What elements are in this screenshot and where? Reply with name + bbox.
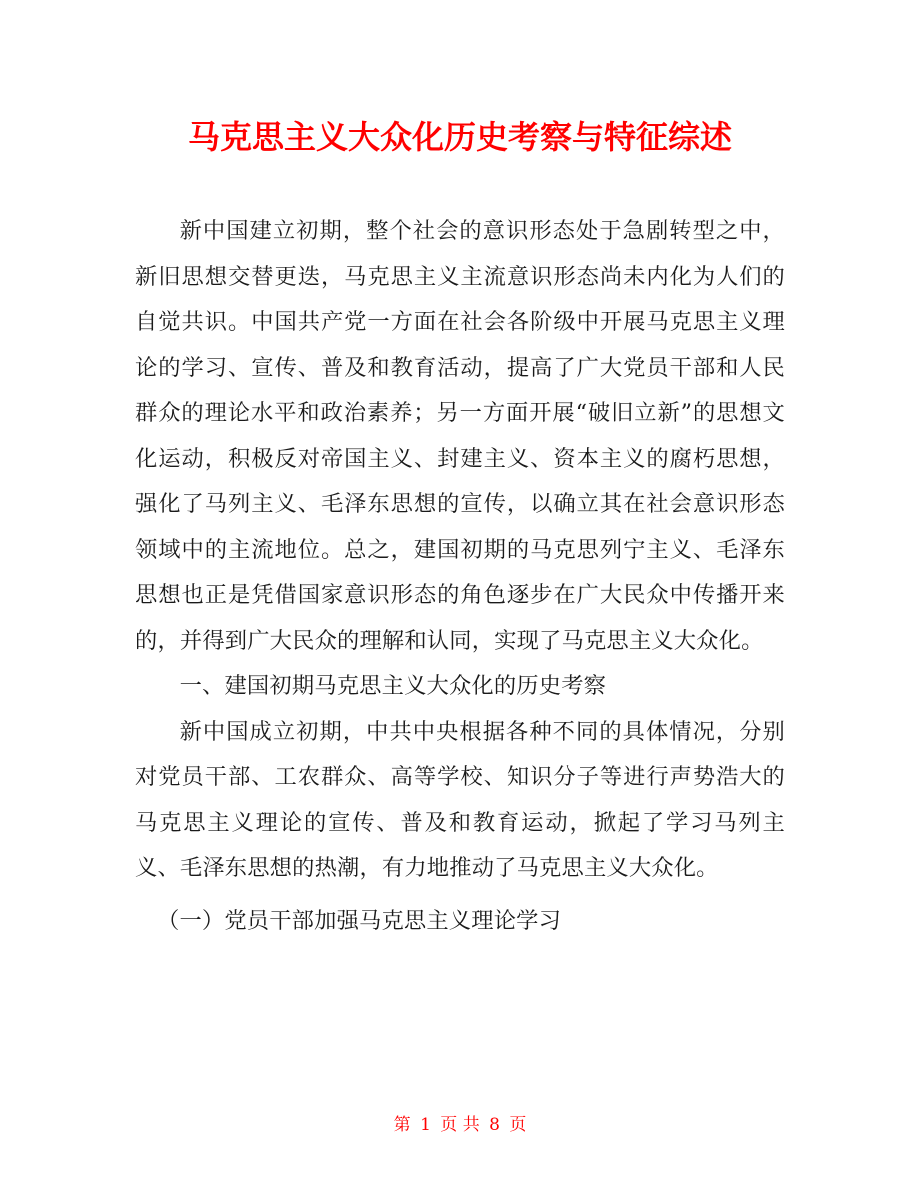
document-title: 马克思主义大众化历史考察与特征综述: [187, 118, 732, 156]
footer-total-pages: 8: [489, 1115, 500, 1135]
document-body: [135, 209, 785, 944]
footer-page-number: 1: [420, 1115, 431, 1135]
subsection-heading-1: （一）党员干部加强马克思主义理论学习: [157, 907, 562, 934]
page-footer: [0, 1113, 920, 1137]
footer-prefix: 第: [393, 1115, 411, 1135]
footer-middle: 页 共: [440, 1115, 480, 1135]
paragraph-section-1: 新中国成立初期，中共中央根据各种不同的具体情况，分别对党员干部、工农群众、高等学校、知识分子等进行声势浩大的马克思主义理论的宣传、普及和教育运动，掀起了学习马列主义、毛泽东思想的热潮，有力地推动了马克思主义大众化。: [135, 718, 785, 881]
section-heading-1: 一、建国初期马克思主义大众化的历史考察: [179, 673, 607, 699]
paragraph-intro: 新中国建立初期，整个社会的意识形态处于急剧转型之中，新旧思想交替更迭，马克思主义主流意识形态尚未内化为人们的自觉共识。中国共产党一方面在社会各阶级中开展马克思主义理论的学习、宣传、普及和教育活动，提高了广大党员干部和人民群众的理论水平和政治素养；另一方面开展“破旧立新”的思想文化运动，积极反对帝国主义、封建主义、资本主义的腐朽思想，强化了马列主义、毛泽东思想的宣传，以确立其在社会意识形态领域中的主流地位。总之，建国初期的马克思列宁主义、毛泽东思想也正是凭借国家意识形态的角色逐步在广大民众中传播开来的，并得到广大民众的理解和认同，实现了马克思主义大众化。: [135, 218, 785, 654]
footer-suffix: 页: [509, 1115, 527, 1135]
